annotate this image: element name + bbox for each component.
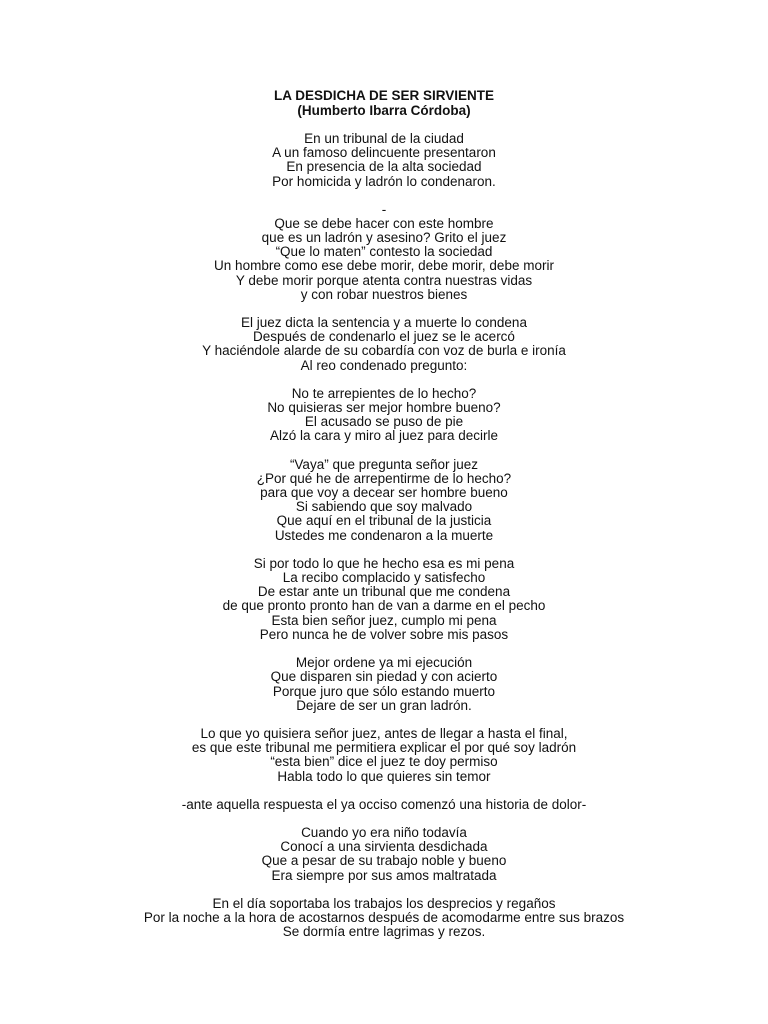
verse-line: que es un ladrón y asesino? Grito el juez: [261, 230, 507, 246]
verse-line: Cuando yo era niño todavía: [301, 824, 467, 840]
verse-line: de que pronto pronto han de van a darme en el pecho: [222, 598, 546, 614]
verse-line: El juez dicta la sentencia y a muerte lo condena: [241, 315, 527, 331]
poem-author: (Humberto Ibarra Córdoba): [297, 103, 471, 118]
verse-line: En un tribunal de la ciudad: [304, 131, 464, 146]
stanza: [0, 897, 768, 940]
verse-line: Y haciéndole alarde de su cobardía con voz de burla e ironía: [202, 343, 566, 359]
verse-line: Que aquí en el tribunal de la justicia: [276, 513, 492, 529]
verse-line: Dejare de ser un gran ladrón.: [296, 697, 472, 713]
verse-line: Y debe morir porque atenta contra nuestras vidas: [235, 272, 533, 288]
verse-line: No quisieras ser mejor hombre bueno?: [267, 400, 501, 416]
verse-line: La recibo complacido y satisfecho: [282, 570, 486, 586]
poem-title: LA DESDICHA DE SER SIRVIENTE: [273, 88, 495, 103]
verse-line: Que se debe hacer con este hombre: [274, 215, 494, 231]
verse-line: En presencia de la alta sociedad: [286, 159, 482, 175]
verse-line: Lo que yo quisiera señor juez, antes de llegar a hasta el final,: [200, 725, 568, 741]
stanza: [0, 826, 768, 883]
verse-line: Si por todo lo que he hecho esa es mi pena: [253, 555, 515, 571]
verse-line: y con robar nuestros bienes: [300, 286, 468, 302]
stanza: [0, 387, 768, 444]
stanza: [0, 727, 768, 784]
verse-line: para que voy a decear ser hombre bueno: [260, 485, 508, 501]
verse-line: Esta bien señor juez, cumplo mi pena: [271, 612, 497, 628]
verse-line: Si sabiendo que soy malvado: [295, 499, 473, 515]
verse-line: A un famoso delincuente presentaron: [272, 145, 496, 161]
verse-line: Por la noche a la hora de acostarnos después de acomodarme entre sus brazos: [143, 909, 625, 925]
verse-line: Ustedes me condenaron a la muerte: [274, 527, 494, 543]
stanza: [0, 132, 768, 189]
verse-line: Que a pesar de su trabajo noble y bueno: [261, 853, 507, 869]
verse-line: Porque juro que sólo estando muerto: [272, 683, 496, 699]
verse-line: ¿Por qué he de arrepentirme de lo hecho?: [256, 470, 512, 486]
verse-line: “esta bien” dice el juez te doy permiso: [270, 754, 498, 770]
verse-line: En el día soportaba los trabajos los desprecios y regaños: [212, 895, 556, 911]
verse-line: Un hombre como ese debe morir, debe morir, debe morir: [214, 258, 554, 274]
verse-line: “Que lo maten” contesto la sociedad: [275, 244, 493, 260]
verse-line: El acusado se puso de pie: [304, 414, 464, 430]
verse-line: Alzó la cara y miro al juez para decirle: [269, 428, 499, 444]
stanza: [0, 458, 768, 543]
separator-dash: -: [381, 201, 387, 217]
stanza: [0, 798, 768, 812]
verse-line: No te arrepientes de lo hecho?: [291, 385, 477, 401]
verse-line: Era siempre por sus amos maltratada: [271, 867, 497, 883]
verse-line: es que este tribunal me permitiera explicar el por qué soy ladrón: [191, 740, 577, 756]
poem: [0, 88, 768, 953]
verse-line: Por homicida y ladrón lo condenaron.: [272, 173, 496, 189]
verse-line: De estar ante un tribunal que me condena: [257, 584, 511, 600]
stanza: [0, 316, 768, 373]
verse-line: Conocí a una sirvienta desdichada: [280, 839, 488, 855]
verse-line: “Vaya” que pregunta señor juez: [289, 456, 479, 472]
verse-line: Después de condenarlo el juez se le acercó: [253, 329, 515, 345]
verse-line: Mejor ordene ya mi ejecución: [295, 655, 473, 671]
verse-line: Que disparen sin piedad y con acierto: [270, 669, 498, 685]
stanza: [0, 557, 768, 642]
stanza: [0, 656, 768, 713]
verse-line: Habla todo lo que quieres sin temor: [277, 768, 491, 784]
verse-line: Al reo condenado pregunto:: [300, 357, 468, 373]
narration-line: -ante aquella respuesta el ya occiso comenzó una historia de dolor-: [181, 796, 587, 812]
verse-line: Pero nunca he de volver sobre mis pasos: [259, 626, 509, 642]
verse-line: Se dormía entre lagrimas y rezos.: [282, 924, 486, 940]
stanza: [0, 217, 768, 302]
